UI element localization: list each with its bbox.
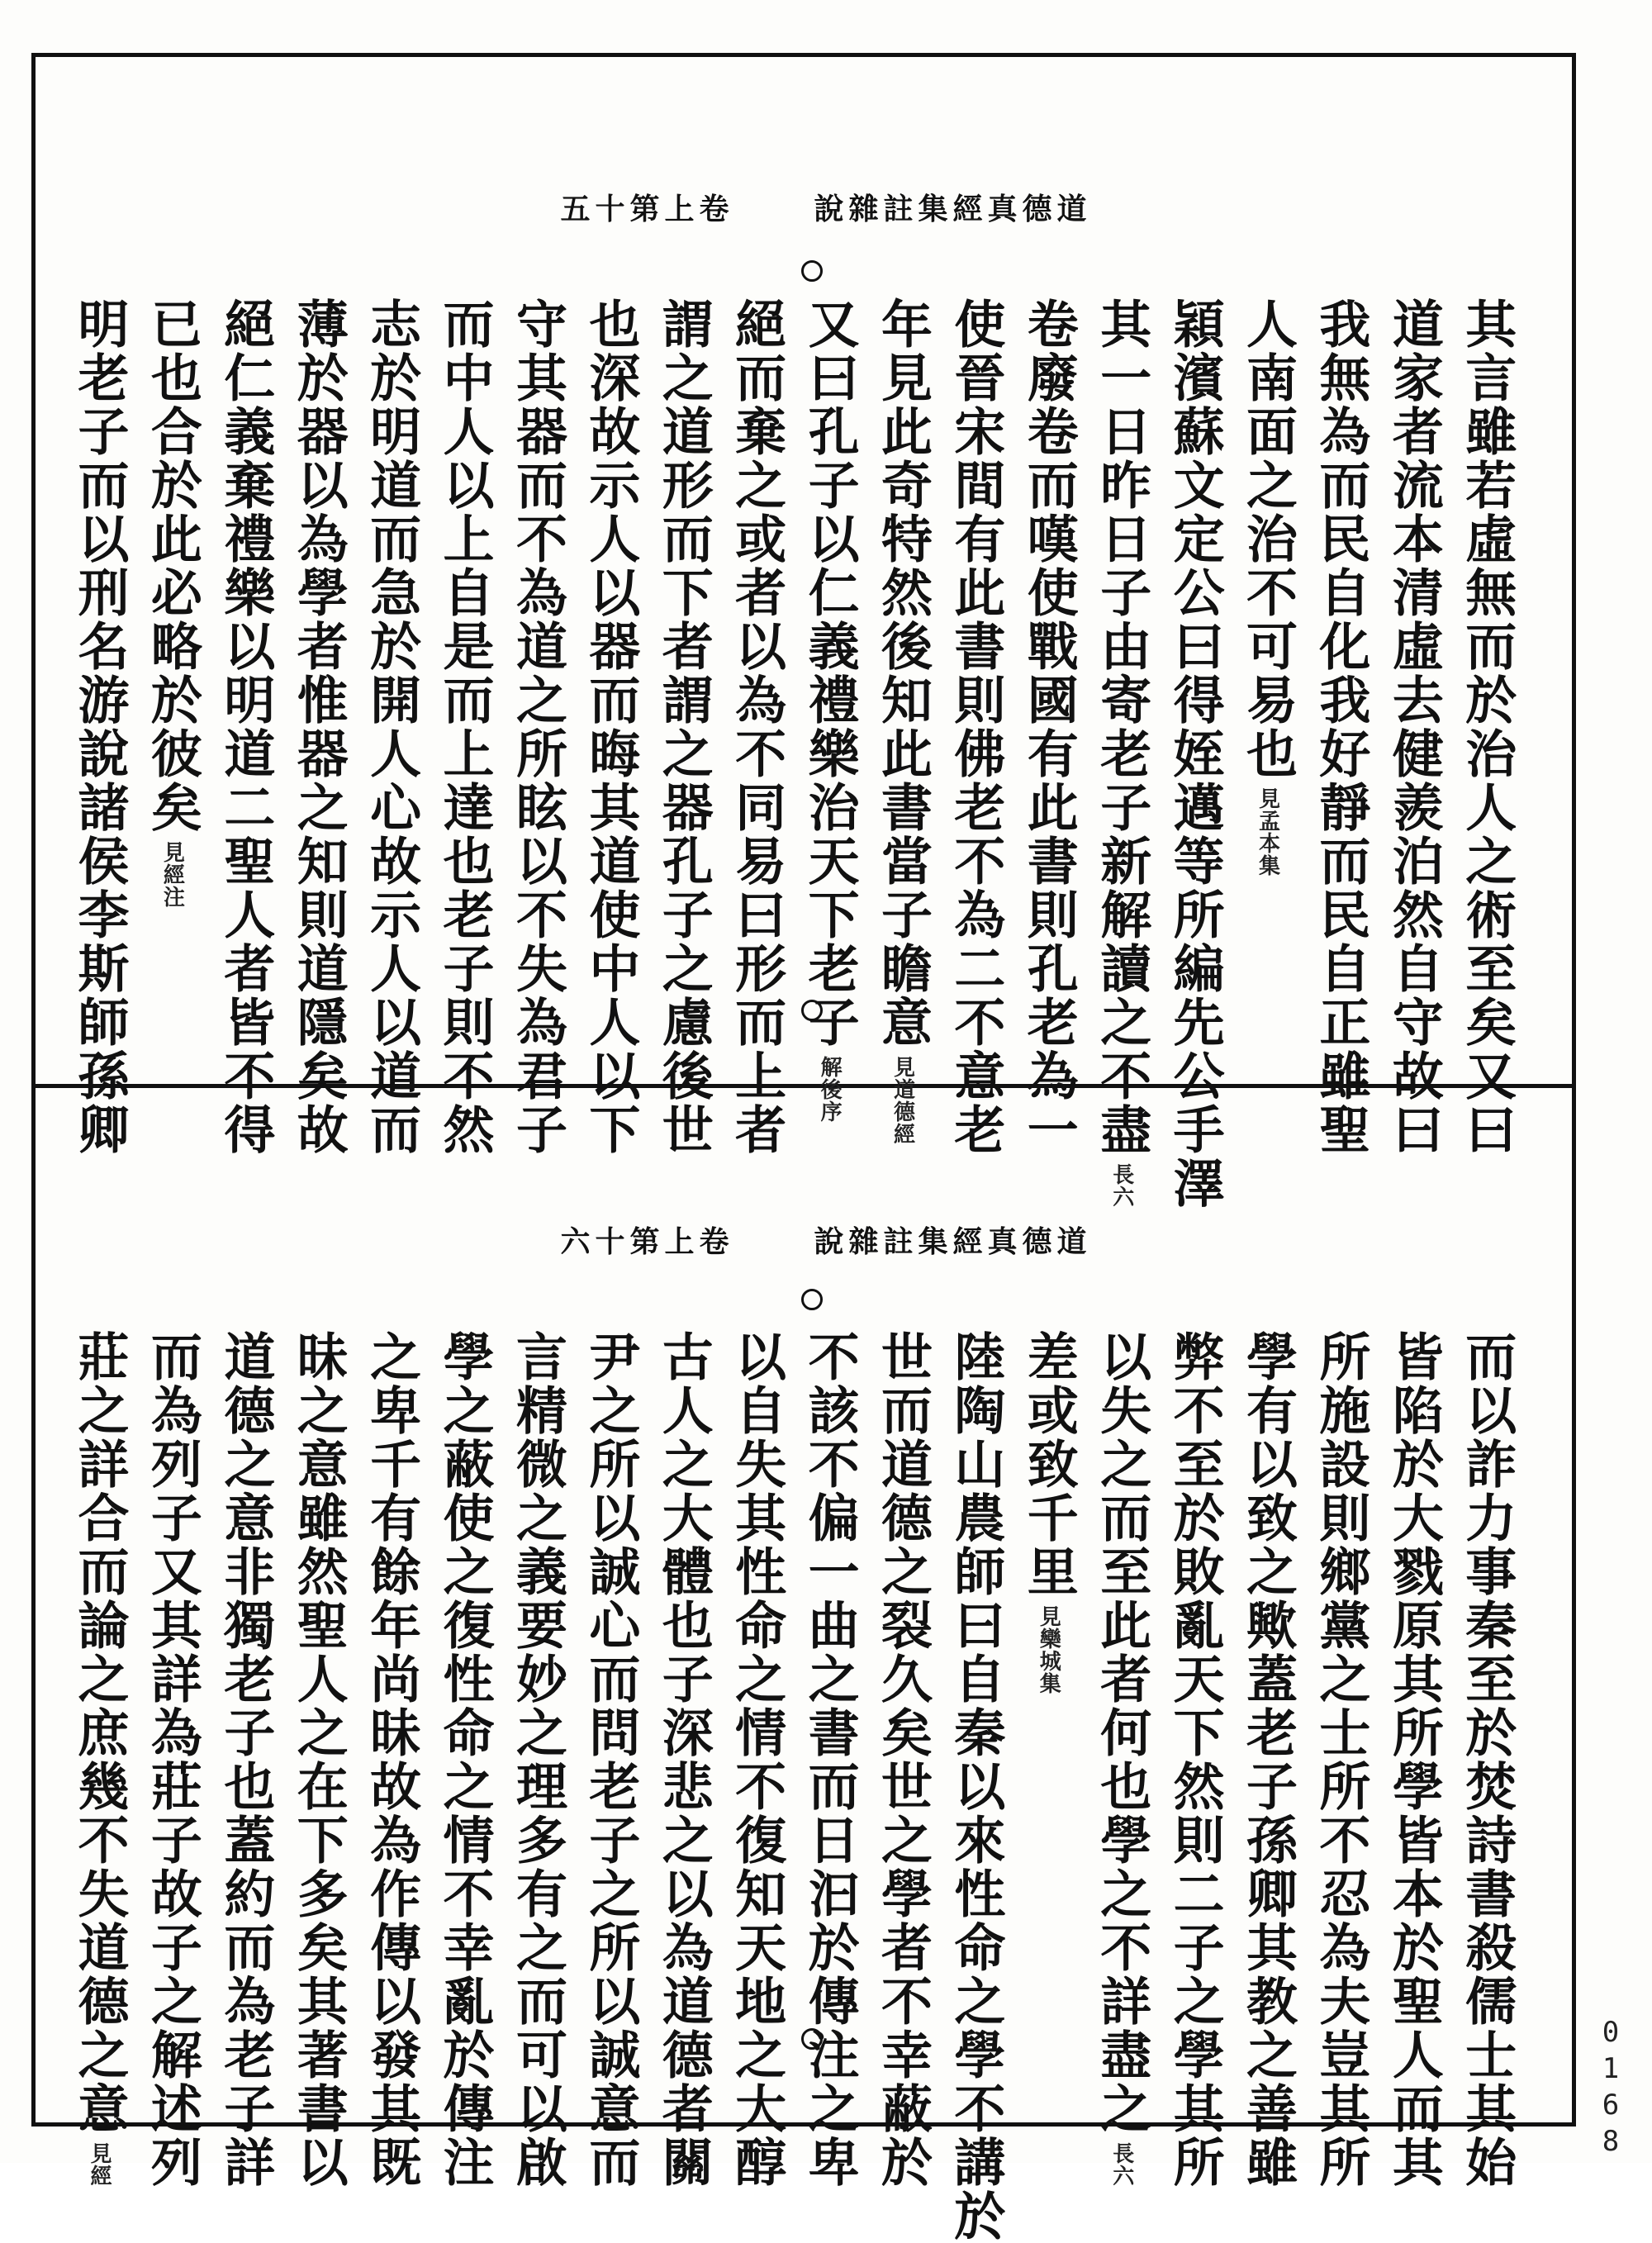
column-text: 不該不偏一曲之書而日汩於傳注之卑 bbox=[800, 1330, 861, 2189]
column-text: 其言雖若虛無而於治人之術至矣又曰 bbox=[1456, 297, 1517, 1157]
text-column bbox=[139, 1330, 205, 2243]
column-text: 而為列子又其詳為莊子故子之解述列 bbox=[142, 1330, 203, 2189]
interlinear-note: 見欒城集 bbox=[1036, 1605, 1061, 1694]
column-text: 尹之所以誠心而問老子之所以誠意而 bbox=[580, 1330, 641, 2189]
column-text: 絕仁義棄禮樂以明道二聖人者皆不得 bbox=[215, 297, 276, 1157]
interlinear-note: 長六 bbox=[1108, 2142, 1134, 2187]
top-header-title: 說雜註集經真德道 bbox=[814, 192, 1092, 226]
text-column bbox=[285, 297, 351, 1210]
column-text: 卷廢卷而嘆使戰國有此書則孔老為一 bbox=[1018, 297, 1080, 1157]
text-column bbox=[1235, 297, 1301, 1210]
text-column bbox=[1161, 297, 1227, 1210]
text-column bbox=[66, 1330, 132, 2243]
column-text: 也深故示人以器而晦其道使中人以下 bbox=[580, 297, 641, 1157]
text-column bbox=[724, 297, 790, 1210]
bottom-header-title: 說雜註集經真德道 bbox=[814, 1224, 1092, 1259]
text-column bbox=[212, 297, 278, 1210]
column-text: 薄於器以為學者惟器之知則道隱矣故 bbox=[288, 297, 349, 1157]
text-column bbox=[869, 1330, 935, 2243]
circle-mark-icon bbox=[801, 1289, 823, 1310]
text-column bbox=[1454, 297, 1520, 1210]
text-column bbox=[212, 1330, 278, 2243]
column-text: 莊之詳合而論之庶幾不失道德之意 bbox=[69, 1330, 130, 2136]
bottom-running-header bbox=[0, 1219, 1652, 1261]
text-column bbox=[942, 297, 1009, 1210]
interlinear-note: 見經 bbox=[87, 2142, 112, 2187]
column-text: 又曰孔子以仁義禮樂治天下老子 bbox=[800, 297, 861, 1049]
column-text: 明老子而以刑名游說諸侯李斯師孫卿 bbox=[69, 297, 130, 1157]
top-header-chapter: 五十第上卷 bbox=[560, 192, 734, 226]
column-text: 而中人以上自是而上達也老子則不然 bbox=[434, 297, 496, 1157]
column-text: 道家者流本清虛去健羨泊然自守故曰 bbox=[1384, 297, 1445, 1157]
column-text: 已也合於此必略於彼矣 bbox=[142, 297, 203, 834]
circle-mark-icon bbox=[801, 260, 823, 282]
interlinear-note: 見道德經 bbox=[890, 1056, 915, 1145]
column-text: 以失之而至此者何也學之不詳盡之 bbox=[1091, 1330, 1152, 2136]
column-text: 絕而棄之或者以為不同易曰形而上者 bbox=[726, 297, 787, 1157]
column-text: 言精微之義要妙之理多有之而可以啟 bbox=[507, 1330, 568, 2189]
column-text: 陸陶山農師曰自秦以來性命之學不講於 bbox=[945, 1330, 1006, 2243]
column-text: 世而道德之裂久矣世之學者不幸蔽於 bbox=[872, 1330, 933, 2189]
text-column bbox=[431, 297, 497, 1210]
column-text: 謂之道形而下者謂之器孔子之慮後世 bbox=[653, 297, 714, 1157]
text-column bbox=[358, 1330, 425, 2243]
column-text: 皆陷於大戮原其所學皆本於聖人而其 bbox=[1384, 1330, 1445, 2189]
interlinear-note: 長六 bbox=[1108, 1163, 1134, 1208]
column-text: 學之蔽使之復性命之情不幸亂於傳注 bbox=[434, 1330, 496, 2189]
column-text: 使晉宋間有此書則佛老不為二不意老 bbox=[945, 297, 1006, 1157]
text-column bbox=[66, 297, 132, 1210]
column-text: 穎濱蘇文定公曰得姪邁等所編先公手澤 bbox=[1165, 297, 1226, 1210]
text-column bbox=[650, 1330, 716, 2243]
text-column bbox=[942, 1330, 1009, 2243]
column-text: 其一日昨日子由寄老子新解讀之不盡 bbox=[1091, 297, 1152, 1157]
bottom-text-columns bbox=[66, 1330, 1520, 2243]
text-column bbox=[1015, 297, 1081, 1210]
text-column bbox=[1380, 297, 1446, 1210]
text-column bbox=[1454, 1330, 1520, 2243]
text-column bbox=[577, 1330, 643, 2243]
text-column bbox=[1015, 1330, 1081, 2243]
text-column bbox=[1308, 297, 1374, 1210]
bottom-header-chapter: 六十第上卷 bbox=[560, 1224, 734, 1259]
text-column bbox=[577, 297, 643, 1210]
text-column bbox=[724, 1330, 790, 2243]
column-text: 人南面之治不可易也 bbox=[1237, 297, 1298, 781]
text-column bbox=[869, 297, 935, 1210]
page-number: 0168 bbox=[1594, 2016, 1627, 2161]
column-text: 以自失其性命之情不復知天地之大醇 bbox=[726, 1330, 787, 2189]
top-text-columns bbox=[66, 297, 1520, 1210]
top-running-header bbox=[0, 186, 1652, 228]
column-text: 志於明道而急於開人心故示人以道而 bbox=[361, 297, 422, 1157]
text-column bbox=[431, 1330, 497, 2243]
interlinear-note: 見孟本集 bbox=[1255, 787, 1280, 877]
column-text: 弊不至於敗亂天下然則二子之學其所 bbox=[1165, 1330, 1226, 2189]
text-column bbox=[1161, 1330, 1227, 2243]
column-text: 而以詐力事秦至於焚詩書殺儒士其始 bbox=[1456, 1330, 1517, 2189]
interlinear-note: 解後序 bbox=[817, 1056, 843, 1123]
text-column bbox=[504, 297, 570, 1210]
text-column bbox=[650, 297, 716, 1210]
text-column bbox=[1089, 1330, 1155, 2243]
column-text: 守其器而不為道之所眩以不失為君子 bbox=[507, 297, 568, 1157]
text-column bbox=[1380, 1330, 1446, 2243]
column-text: 之卑千有餘年尚昧故為作傳以發其既 bbox=[361, 1330, 422, 2189]
column-text: 古人之大體也子深悲之以為道德者關 bbox=[653, 1330, 714, 2189]
column-text: 道德之意非獨老子也蓋約而為老子詳 bbox=[215, 1330, 276, 2189]
text-column bbox=[1089, 297, 1155, 1210]
text-column bbox=[1308, 1330, 1374, 2243]
column-text: 昧之意雖然聖人之在下多矣其著書以 bbox=[288, 1330, 349, 2189]
text-column bbox=[796, 297, 862, 1210]
text-column bbox=[796, 1330, 862, 2243]
text-column bbox=[358, 297, 425, 1210]
column-text: 差或致千里 bbox=[1018, 1330, 1080, 1599]
interlinear-note: 見經注 bbox=[159, 841, 185, 908]
column-text: 學有以致之歟蓋老子孫卿其教之善雖 bbox=[1237, 1330, 1298, 2189]
text-column bbox=[504, 1330, 570, 2243]
text-column bbox=[139, 297, 205, 1210]
column-text: 所施設則鄉黨之士所不忍為夫豈其所 bbox=[1310, 1330, 1371, 2189]
text-column bbox=[1235, 1330, 1301, 2243]
column-text: 年見此奇特然後知此書當子瞻意 bbox=[872, 297, 933, 1049]
column-text: 我無為而民自化我好靜而民自正雖聖 bbox=[1310, 297, 1371, 1157]
text-column bbox=[285, 1330, 351, 2243]
